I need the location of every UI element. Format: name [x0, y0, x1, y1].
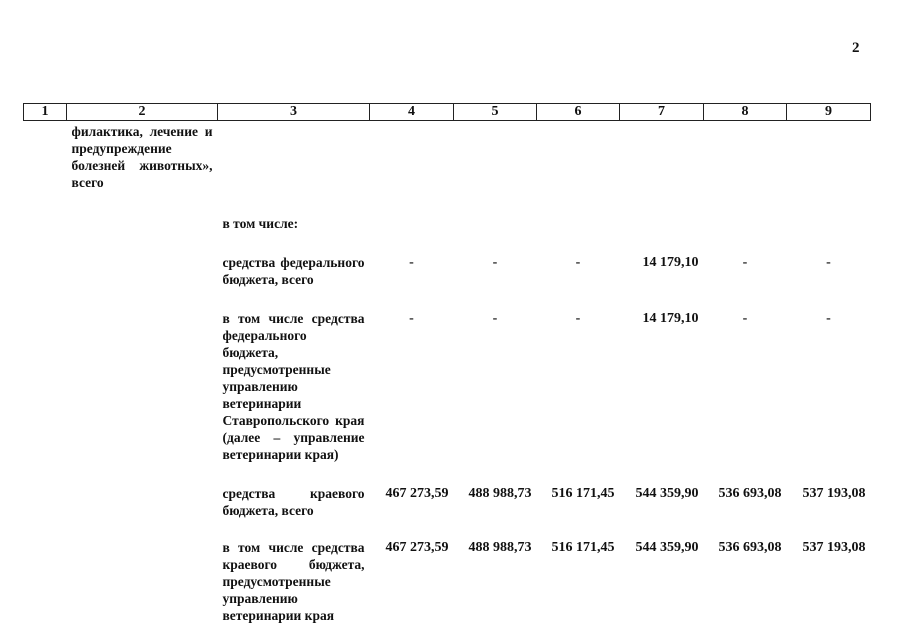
table-row-including — [24, 191, 871, 232]
column-header-1: 1 — [24, 104, 67, 121]
row-number-cell — [24, 463, 67, 519]
value-cell: - — [492, 255, 498, 270]
column-header-3: 3 — [218, 104, 370, 121]
program-title-cell: филактика, лечение и предупреждение болезней животных», всего — [71, 124, 213, 190]
value-cell — [704, 121, 787, 192]
value-cell: 536 693,08 — [718, 540, 782, 555]
value-cell — [787, 121, 871, 192]
value-cell: 14 179,10 — [642, 311, 699, 326]
value-cell: 488 988,73 — [468, 540, 532, 555]
table-row-program-title — [24, 121, 871, 192]
value-cell: - — [742, 255, 748, 270]
value-cell: - — [826, 255, 831, 270]
value-cell: 536 693,08 — [718, 486, 782, 501]
value-cell: - — [575, 311, 581, 326]
value-cell: - — [575, 255, 581, 270]
row-number-cell — [24, 288, 67, 463]
value-cell: 537 193,08 — [802, 540, 866, 555]
source-cell: средства краевого бюджета, всего — [222, 486, 365, 518]
value-cell — [537, 121, 620, 192]
table-row-federal-budget-veterinary — [24, 288, 871, 463]
header-row — [24, 104, 871, 121]
table-header — [24, 104, 871, 121]
value-cell — [787, 191, 871, 232]
value-cell: 544 359,90 — [635, 540, 699, 555]
column-header-5: 5 — [454, 104, 537, 121]
value-cell — [370, 191, 454, 232]
row-number-cell — [24, 519, 67, 624]
value-cell: - — [409, 255, 414, 270]
value-cell: - — [742, 311, 748, 326]
value-cell: 488 988,73 — [468, 486, 532, 501]
budget-table — [23, 103, 871, 624]
source-cell: в том числе средства краевого бюджета, предусмотренные управлению ветеринарии края — [222, 540, 365, 623]
column-header-9: 9 — [787, 104, 871, 121]
column-header-4: 4 — [370, 104, 454, 121]
row-number-cell — [24, 121, 67, 192]
value-cell — [620, 121, 704, 192]
value-cell: - — [409, 311, 414, 326]
program-title-cell — [67, 519, 218, 624]
column-header-6: 6 — [537, 104, 620, 121]
value-cell — [704, 191, 787, 232]
row-number-cell — [24, 232, 67, 288]
table-row-regional-budget — [24, 463, 871, 519]
table-row-federal-budget — [24, 232, 871, 288]
program-title-cell — [67, 232, 218, 288]
table-row-regional-budget-veterinary — [24, 519, 871, 624]
value-cell: - — [826, 311, 831, 326]
value-cell — [454, 191, 537, 232]
value-cell: 14 179,10 — [642, 255, 699, 270]
value-cell: 537 193,08 — [802, 486, 866, 501]
row-number-cell — [24, 191, 67, 232]
value-cell: 516 171,45 — [551, 540, 615, 555]
program-title-cell — [67, 191, 218, 232]
value-cell: 467 273,59 — [385, 486, 449, 501]
value-cell: - — [492, 311, 498, 326]
page-number: 2 — [852, 40, 860, 56]
source-cell: в том числе средства федерального бюджета, предусмотренные управлению ветеринарии Ставропольского края (далее – управление ветеринарии края) — [222, 311, 365, 462]
program-title-cell — [67, 288, 218, 463]
value-cell — [537, 191, 620, 232]
column-header-8: 8 — [704, 104, 787, 121]
column-header-2: 2 — [67, 104, 218, 121]
column-header-7: 7 — [620, 104, 704, 121]
table-body — [24, 121, 871, 625]
value-cell — [620, 191, 704, 232]
source-cell: средства федерального бюджета, всего — [222, 255, 365, 287]
value-cell: 516 171,45 — [551, 486, 615, 501]
value-cell — [454, 121, 537, 192]
value-cell — [370, 121, 454, 192]
value-cell: 467 273,59 — [385, 540, 449, 555]
program-title-cell — [67, 463, 218, 519]
source-cell — [218, 121, 370, 192]
source-cell: в том числе: — [222, 216, 299, 231]
value-cell: 544 359,90 — [635, 486, 699, 501]
